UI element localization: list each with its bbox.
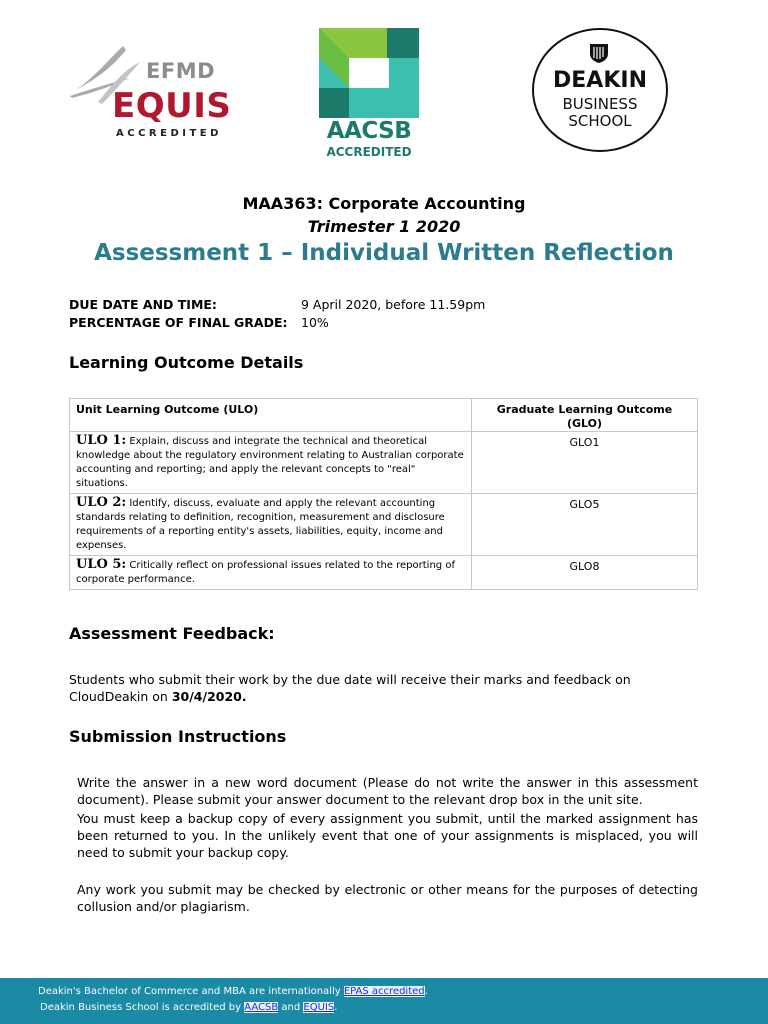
footer-line-2	[40, 1002, 337, 1013]
aacsb-text: AACSB	[326, 118, 412, 144]
accreditation-footer	[0, 978, 768, 1024]
ulo-description: Critically reflect on professional issues related to the reporting of corporate performance.	[76, 560, 455, 585]
learning-outcome-heading: Learning Outcome Details	[69, 353, 304, 372]
ulo-column-header: Unit Learning Outcome (ULO)	[70, 399, 472, 432]
footer-line-1	[38, 986, 428, 997]
ulo-cell	[70, 432, 472, 494]
equis-text: EQUIS	[112, 86, 232, 126]
aacsb-mosaic-icon	[319, 28, 419, 118]
glo-cell: GLO1	[472, 432, 698, 494]
trimester-label: Trimester 1 2020	[307, 217, 461, 236]
efmd-text: EFMD	[146, 59, 216, 83]
deakin-emblem-icon	[588, 42, 610, 64]
assessment-feedback-heading: Assessment Feedback:	[69, 624, 275, 643]
deakin-business-school-text	[532, 96, 668, 130]
feedback-date: 30/4/2020.	[171, 689, 247, 704]
ulo-code: ULO 1:	[76, 433, 127, 448]
epas-accredited-link[interactable]: EPAS accredited	[343, 986, 425, 997]
table-row	[70, 494, 698, 556]
equis-accredited-text: ACCREDITED	[116, 128, 222, 139]
footer-text: .	[334, 1002, 338, 1013]
submission-paragraph-3: Any work you submit may be checked by electronic or other means for the purposes of detecting collusion and/or plagiarism.	[77, 882, 698, 914]
footer-text: .	[424, 986, 428, 997]
due-date-value: 9 April 2020, before 11.59pm	[301, 297, 486, 312]
submission-paragraph-2: You must keep a backup copy of every assignment you submit, until the marked assignment has been returned to you. In the unlikely event that one of your assignments is misplaced, you will need to submit your backup copy.	[77, 811, 698, 860]
footer-text: Deakin's Bachelor of Commerce and MBA are internationally	[38, 986, 344, 997]
submission-paragraph-1: Write the answer in a new word document (Please do not write the answer in this assessment document). Please submit your answer document to the relevant drop box in the unit site.	[77, 775, 698, 807]
footer-text: and	[278, 1002, 304, 1013]
glo-column-header: Graduate Learning Outcome (GLO)	[472, 399, 698, 432]
course-title: MAA363: Corporate Accounting	[242, 194, 526, 213]
aacsb-link[interactable]: AACSB	[244, 1002, 279, 1013]
feedback-text: Students who submit their work by the due date will receive their marks and feedback on CloudDeakin on	[69, 672, 631, 704]
table-header-row	[70, 399, 698, 432]
aacsb-accredited-text: ACCREDITED	[326, 145, 412, 159]
percentage-label: PERCENTAGE OF FINAL GRADE:	[69, 315, 288, 330]
ulo-description: Explain, discuss and integrate the technical and theoretical knowledge about the regulatory environment relating to Australian corporate accounting and reporting; and apply the relevant concepts to "real" situations.	[76, 436, 464, 489]
equis-link[interactable]: EQUIS	[303, 1002, 335, 1013]
ulo-code: ULO 2:	[76, 495, 127, 510]
footer-text: Deakin Business School is accredited by	[40, 1002, 245, 1013]
submission-instructions-heading: Submission Instructions	[69, 727, 287, 746]
percentage-value: 10%	[301, 315, 329, 330]
table-row	[70, 556, 698, 590]
equis-logo	[68, 40, 232, 140]
glo-cell: GLO5	[472, 494, 698, 556]
deakin-text: DEAKIN	[553, 68, 647, 93]
ulo-code: ULO 5:	[76, 557, 127, 572]
feedback-paragraph	[69, 671, 669, 705]
deakin-business-text: BUSINESS	[562, 95, 638, 113]
deakin-logo	[532, 28, 668, 152]
table-row	[70, 432, 698, 494]
glo-cell: GLO8	[472, 556, 698, 590]
aacsb-logo	[318, 28, 420, 160]
ulo-cell	[70, 494, 472, 556]
ulo-cell	[70, 556, 472, 590]
due-date-label: DUE DATE AND TIME:	[69, 297, 217, 312]
deakin-school-text: SCHOOL	[568, 112, 632, 130]
assessment-title: Assessment 1 – Individual Written Reflection	[94, 240, 674, 266]
ulo-description: Identify, discuss, evaluate and apply the relevant accounting standards relating to definition, recognition, measurement and disclosure requirements of a reporting entity's assets, liabilities, equity, income and expenses.	[76, 498, 445, 551]
learning-outcome-table	[69, 398, 698, 590]
